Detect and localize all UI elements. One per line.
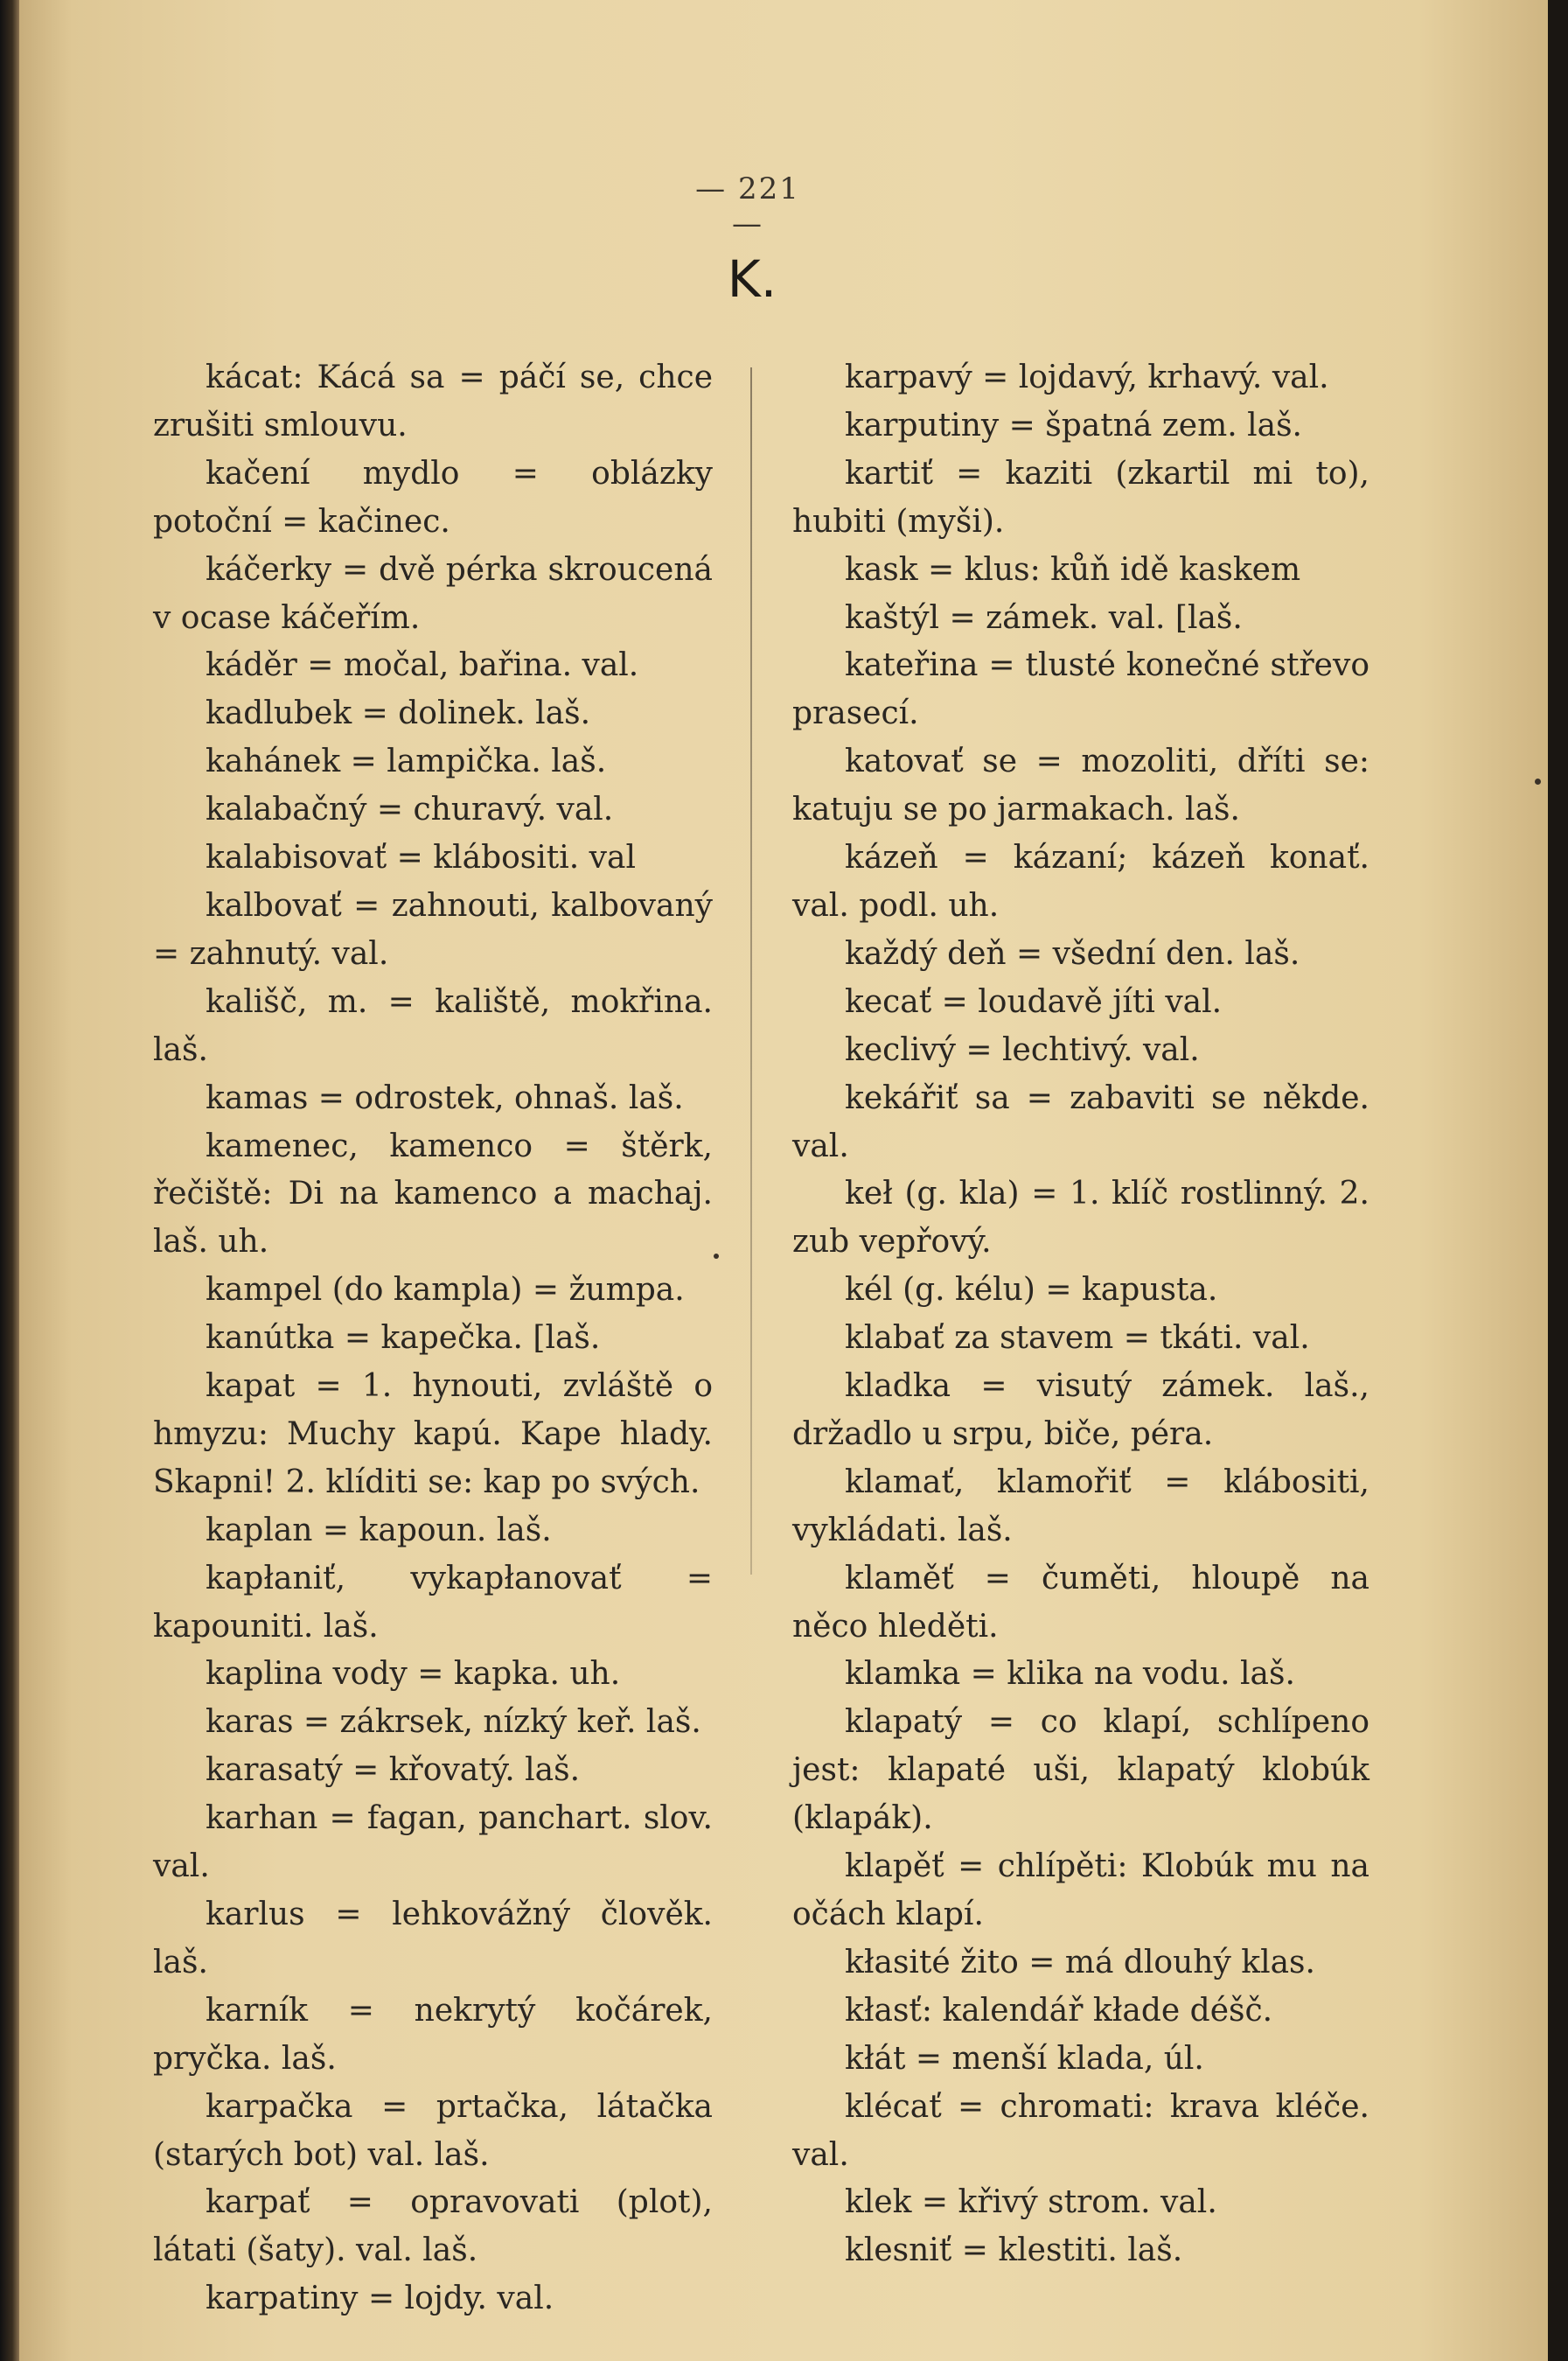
dictionary-entry: klécať = chromati: krava kléče. val. bbox=[792, 2088, 1369, 2173]
dictionary-entry: kask = klus: kůň idě kaskem bbox=[845, 551, 1301, 588]
section-letter: K. bbox=[727, 249, 777, 309]
dictionary-entry: kanútka = kapečka. [laš. bbox=[206, 1320, 601, 1357]
dictionary-entry: kél (g. kélu) = kapusta. bbox=[845, 1272, 1218, 1309]
dictionary-entry: karhan = fagan, panchart. slov. val. bbox=[153, 1800, 713, 1885]
ink-speck bbox=[1535, 779, 1541, 785]
dictionary-entry: karasatý = křovatý. laš. bbox=[206, 1752, 581, 1789]
dictionary-entry: karpavý = lojdavý, krhavý. val. bbox=[845, 360, 1329, 395]
dictionary-entry: klamka = klika na vodu. laš. bbox=[845, 1656, 1295, 1693]
dictionary-entry: kapat = 1. hynouti, zvláště o hmyzu: Muchy kapú. Kape hlady. Skapni! 2. klíditi se: kap po svých. bbox=[153, 1368, 713, 1500]
dictionary-entry: kekářiť sa = zabaviti se někde. val. bbox=[792, 1079, 1369, 1164]
dictionary-entry: kamenec, kamenco = štěrk, řečiště: Di na kamenco a machaj. laš. uh. bbox=[153, 1128, 713, 1261]
dictionary-entry: karas = zákrsek, nízký keř. laš. bbox=[206, 1704, 701, 1741]
ink-speck bbox=[714, 1254, 719, 1259]
dictionary-entry: klesniť = klestiti. laš. bbox=[845, 2232, 1183, 2269]
dictionary-entry: keclivý = lechtivý. val. bbox=[845, 1031, 1200, 1068]
dictionary-entry: káčerky = dvě pérka skroucená v ocase káčeřím. bbox=[153, 551, 713, 636]
dictionary-entry: káděr = močal, bařina. val. bbox=[206, 647, 639, 684]
dictionary-entry: klaměť = čuměti, hloupě na něco hleděti. bbox=[792, 1560, 1369, 1645]
dictionary-entry: karpačka = prtačka, látačka (starých bot) val. laš. bbox=[153, 2088, 713, 2173]
dictionary-entry: kladka = visutý zámek. laš., držadlo u srpu, biče, péra. bbox=[792, 1368, 1369, 1452]
dictionary-entry: kácat: Kácá sa = páčí se, chce zrušiti smlouvu. bbox=[153, 360, 713, 444]
page-number: — 221 — bbox=[695, 171, 800, 241]
dictionary-entry: klapatý = co klapí, schlípeno jest: klapaté uši, klapatý klobúk (klapák). bbox=[792, 1704, 1369, 1837]
right-column bbox=[792, 354, 1369, 2275]
dictionary-entry: karpať = opravovati (plot), látati (šaty). val. laš. bbox=[153, 2184, 713, 2269]
dictionary-entry: klapěť = chlípěti: Klobúk mu na očách klapí. bbox=[792, 1848, 1369, 1932]
dictionary-entry: karpatiny = lojdy. val. bbox=[206, 2281, 554, 2317]
dictionary-entry: kecať = loudavě jíti val. bbox=[845, 983, 1223, 1020]
dictionary-entry: karník = nekrytý kočárek, pryčka. laš. bbox=[153, 1992, 713, 2077]
column-divider bbox=[750, 367, 752, 1575]
dictionary-entry: kłasť: kalendář kłade déšč. bbox=[845, 1992, 1273, 2029]
book-spine-shadow bbox=[0, 0, 19, 2361]
dictionary-entry: kartiť = kaziti (zkartil mi to), hubiti (myši). bbox=[792, 455, 1369, 540]
dictionary-entry: kázeň = kázaní; kázeň konať. val. podl. uh. bbox=[792, 840, 1369, 924]
dictionary-entry: katovať se = mozoliti, dříti se: katuju se po jarmakach. laš. bbox=[792, 744, 1369, 828]
dictionary-entry: kaplina vody = kapka. uh. bbox=[206, 1656, 621, 1693]
dictionary-entry: karlus = lehkovážný člověk. laš. bbox=[153, 1896, 713, 1980]
dictionary-entry: kamas = odrostek, ohnaš. laš. bbox=[206, 1079, 684, 1116]
dictionary-entry: klek = křivý strom. val. bbox=[845, 2184, 1217, 2221]
dictionary-entry: každý deň = všední den. laš. bbox=[845, 935, 1300, 972]
dictionary-entry: keł (g. kla) = 1. klíč rostlinný. 2. zub vepřový. bbox=[792, 1176, 1369, 1261]
dictionary-entry: kahánek = lampička. laš. bbox=[206, 744, 607, 780]
dictionary-entry: kalabačný = churavý. val. bbox=[206, 792, 614, 828]
dictionary-entry: kapłaniť, vykapłanovať = kapouniti. laš. bbox=[153, 1560, 713, 1645]
dictionary-entry: kateřina = tlusté konečné střevo prasecí. bbox=[792, 647, 1369, 732]
dictionary-entry: kłát = menší klada, úl. bbox=[845, 2040, 1204, 2077]
dictionary-entry: karputiny = špatná zem. laš. bbox=[845, 407, 1303, 444]
dictionary-entry: kampel (do kampla) = žumpa. bbox=[206, 1272, 685, 1309]
left-column bbox=[153, 354, 713, 2323]
dictionary-entry: kalabisovať = klábositi. val bbox=[206, 840, 636, 877]
dictionary-entry: klabať za stavem = tkáti. val. bbox=[845, 1320, 1310, 1357]
dictionary-entry: kališč, m. = kaliště, mokřina. laš. bbox=[153, 983, 713, 1068]
dictionary-entry: kačení mydlo = oblázky potoční = kačinec. bbox=[153, 455, 713, 540]
dictionary-entry: kłasité žito = má dlouhý klas. bbox=[845, 1944, 1315, 1980]
dictionary-entry: kaštýl = zámek. val. [laš. bbox=[845, 599, 1243, 636]
dictionary-entry: kadlubek = dolinek. laš. bbox=[206, 695, 591, 732]
dictionary-entry: kaplan = kapoun. laš. bbox=[206, 1512, 552, 1548]
dictionary-entry: klamať, klamořiť = klábositi, vykládati. laš. bbox=[792, 1463, 1369, 1548]
dictionary-entry: kalbovať = zahnouti, kalbovaný = zahnutý. val. bbox=[153, 887, 713, 972]
